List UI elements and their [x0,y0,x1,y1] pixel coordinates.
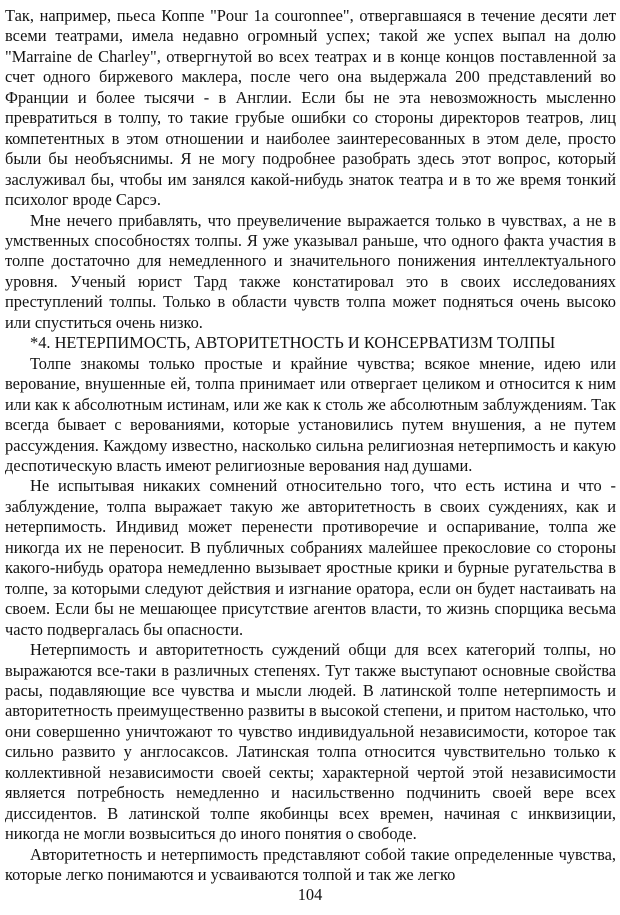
paragraph-definite-feelings: Авторитетность и нетерпимость представляют собой такие определенные чувства, которые легко понимаются и усваиваются толпой и так же легко [5,844,616,885]
paragraph-exaggeration: Мне нечего прибавлять, что преувеличение выражается только в чувствах, а не в умственных способностях толпы. Я уже указывал раньше, что одного факта участия в толпе достаточно для немедленного и значительного понижения интеллектуального уровня. Ученый юрист Тард также констатировал это в своих исследованиях преступлений толпы. Только в области чувств толпа может подняться очень высоко или спуститься очень низко. [5,210,616,332]
page-number: 104 [297,885,323,904]
paragraph-simple-feelings: Толпе знакомы только простые и крайние чувства; всякое мнение, идею или верование, внушенные ей, толпа принимает или отвергает целиком и относится к ним или как к абсолютным истинам, или же как к столь же абсолютным заблуждениям. Так всегда бывает с верованиями, которые установились путем внушения, а не путем рассуждения. Каждому известно, насколько сильна религиозная нетерпимость и какую деспотическую власть имеют религиозные верования над душами. [5,353,616,475]
paragraph-theatre-failures: Так, например, пьеса Коппе "Pour 1a couronnee", отвергавшаяся в течение десяти лет всеми театрами, имела недавно огромный успех; такой же успех выпал на долю "Marraine de Charley", отвергнутой во всех театрах и в конце концов поставленной за счет одного биржевого маклера, после чего она выдержала 200 представлений во Франции и более тысячи - в Англии. Если бы не эта невозможность мысленно превратиться в толпу, то такие грубые ошибки со стороны директоров театров, лиц компетентных в этом отношении и наиболее заинтересованных в этом деле, просто были бы необъяснимы. Я не могу подробнее разобрать здесь этот вопрос, который заслуживал бы, чтобы им занялся какой-нибудь знаток театра и в то же время тонкий психолог вроде Сарсэ. [5,6,616,210]
paragraph-race-degrees: Нетерпимость и авторитетность суждений общи для всех категорий толпы, но выражаются все-таки в различных степенях. Тут также выступают основные свойства расы, подавляющие все чувства и мысли людей. В латинской толпе нетерпимость и авторитетность преимущественно развиты в высокой степени, и притом настолько, что они совершенно уничтожают то чувство индивидуальной независимости, которое так сильно развито у англосаксов. Латинская толпа относится чувствительно только к коллективной независимости своей секты; характерной чертой этой независимости является потребность немедленно и насильственно подчинить своей вере всех диссидентов. В латинской толпе якобинцы всех времен, начиная с инквизиции, никогда не могли возвыситься до иного понятия о свободе. [5,640,616,844]
section-heading: *4. НЕТЕРПИМОСТЬ, АВТОРИТЕТНОСТЬ И КОНСЕРВАТИЗМ ТОЛПЫ [30,333,556,353]
paragraph-authority-intolerance: Не испытывая никаких сомнений относительно того, что есть истина и что - заблуждение, толпа выражает такую же авторитетность в своих суждениях, как и нетерпимость. Индивид может перенести противоречие и оспаривание, толпа же никогда их не переносит. В публичных собраниях малейшее прекословие со стороны какого-нибудь оратора немедленно вызывает яростные крики и бурные ругательства в толпе, за которыми следуют действия и изгнание оратора, если он будет настаивать на своем. Если бы не мешающее присутствие агентов власти, то жизнь спорщика весьма часто подвергалась бы опасности. [5,476,616,639]
